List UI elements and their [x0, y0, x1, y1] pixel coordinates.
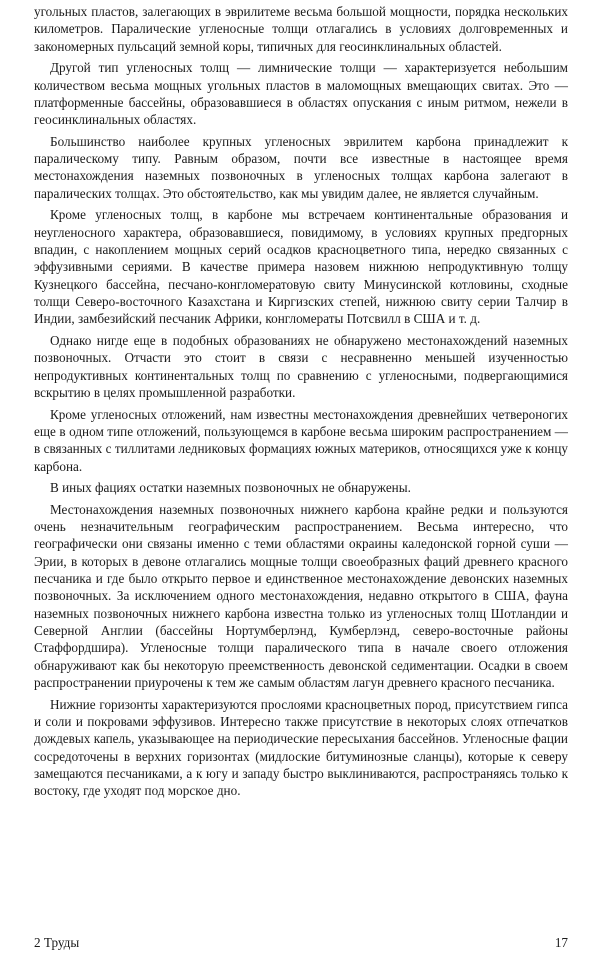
paragraph-9: Нижние горизонты характеризуются прослоями красноцветных пород, присутствием гипса и соли и покровами эффузивов. Интересно также присутствие в некоторых слоях отпечатков дождевых капель, указывающее на периодические пересыхания бассейнов. Угленосные фации сосредоточены в верхних горизонтах (мидлоские битуминозные сланцы), которые к северу замещаются песчаниками, а к югу и западу быстро выклиниваются, распространяясь только к востоку, где уходят под морское дно.	[34, 696, 568, 799]
paragraph-3: Большинство наиболее крупных угленосных эврилитем карбона принадлежит к паралическому типу. Равным образом, почти все известные в настоящее время местонахождения наземных позвоночных в угленосных толщах карбона залегают в паралических толщах. Это обстоятельство, как мы увидим далее, не является случайным.	[34, 133, 568, 201]
paragraph-4: Кроме угленосных толщ, в карбоне мы встречаем континентальные образования и неугленосного характера, образовавшиеся, повидимому, в условиях крупных предгорных впадин, с накоплением мощных серий осадков красноцветного типа, нередко связанных с эффузивными сериями. В качестве примера назовем нижнюю непродуктивную толщу Кузнецкого бассейна, песчано-конгломератовую свиту Минусинской котловины, сходные толщи Северо-восточного Казахстана и Киргизских степей, нижнюю свиту серии Талчир в Индии, замбезийский песчаник Африки, конгломераты Потсвилл в США и т. д.	[34, 207, 568, 327]
paragraph-6: Кроме угленосных отложений, нам известны местонахождения древнейших четвероногих еще в одном типе отложений, пользующемся в карбоне весьма широким распространением — в связанных с тиллитами ледниковых формациях южных материков, относящихся уже к концу карбона.	[34, 406, 568, 474]
page-body	[34, 3, 568, 804]
paragraph-2: Другой тип угленосных толщ — лимнические толщи — характеризуется небольшим количеством весьма мощных угольных пластов в маломощных вмещающих свитах. Это — платформенные бассейны, образовавшиеся в областях опускания с иным ритмом, нежели в геосинклинальных областях.	[34, 60, 568, 128]
printer-signature: 2 Труды	[34, 935, 80, 950]
page-footer	[34, 935, 568, 955]
paragraph-1: угольных пластов, залегающих в эврилитеме весьма большой мощности, порядка нескольких километров. Паралические угленосные толщи отлагались в условиях долговременных и закономерных пульсаций земной коры, типичных для геосинклинальных областей.	[34, 4, 568, 54]
paragraph-5: Однако нигде еще в подобных образованиях не обнаружено местонахождений наземных позвоночных. Отчасти это стоит в связи с несравненно меньшей изученностью непродуктивных континентальных толщ по сравнению с угленосными, подвергающимися вскрытию в целях промышленной разработки.	[34, 332, 568, 400]
paragraph-8: Местонахождения наземных позвоночных нижнего карбона крайне редки и пользуются очень незначительным географическим распространением. Весьма интересно, что географически они связаны именно с теми областями окраины каледонской горной суши — Эрии, в которых в девоне отлагались мощные толщи своеобразных фаций древнего красного песчаника и где было открыто первое и единственное местонахождение девонских наземных позвоночных. За исключением одного местонахождения, недавно открытого в США, фауна наземных позвоночных нижнего карбона известна только из угленосных толщ Шотландии и Северной Англии (бассейны Нортумберлэнд, Кумберлэнд, северо-восточные районы Стаффордшира). Угленосные толщи паралического типа в начале своего отложения обнаруживают как бы некоторую преемственность девонской седиментации. Осадки в своем распространении приурочены к тем же самым областям лагун древнего красного песчаника.	[34, 501, 568, 691]
page-number: 17	[554, 935, 568, 950]
paragraph-7: В иных фациях остатки наземных позвоночных не обнаружены.	[50, 480, 411, 496]
